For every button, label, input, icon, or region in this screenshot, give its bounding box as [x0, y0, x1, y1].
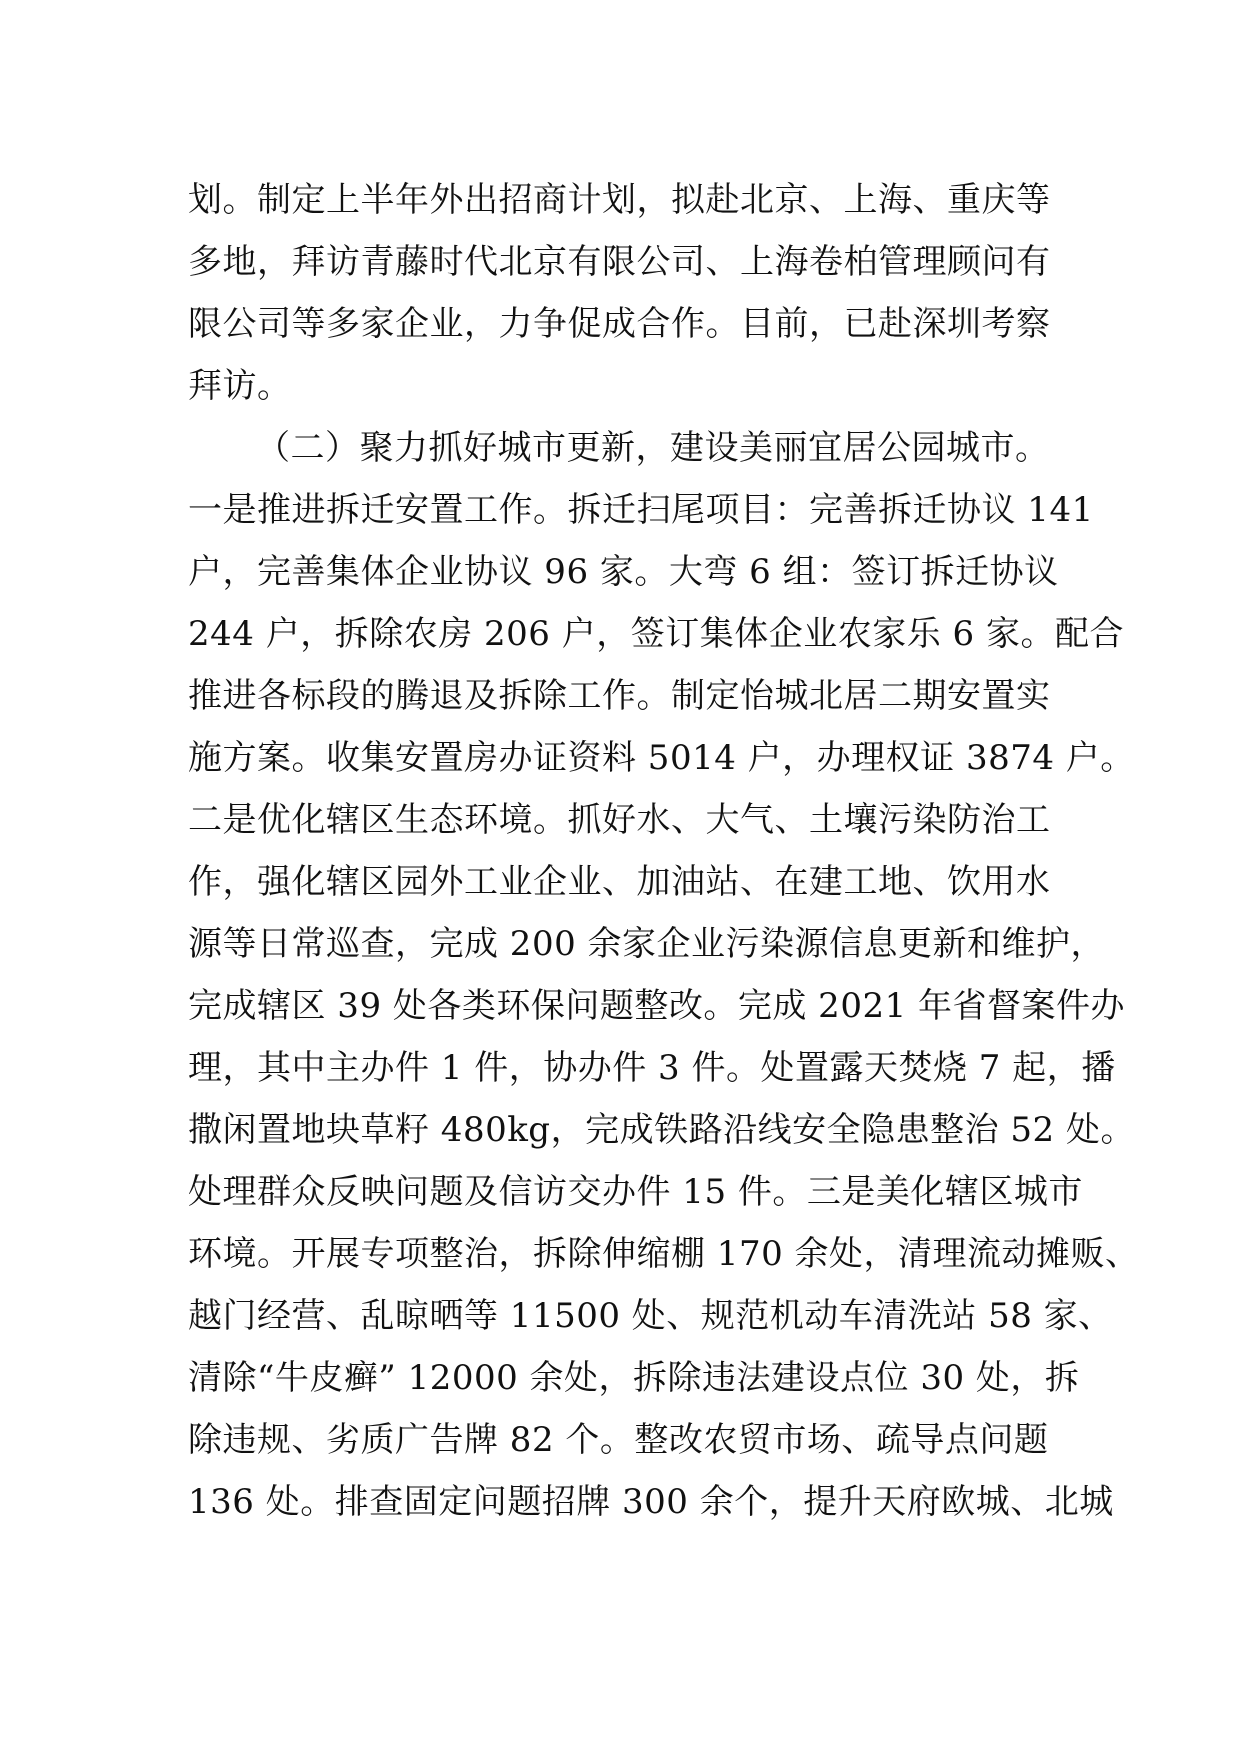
text-line: 完成辖区 39 处各类环保问题整改。完成 2021 年省督案件办: [188, 986, 1126, 1026]
text-line: 清除“牛皮癣” 12000 余处，拆除违法建设点位 30 处，拆: [188, 1358, 1080, 1398]
text-line: 多地，拜访青藤时代北京有限公司、上海卷柏管理顾问有: [188, 242, 1051, 282]
text-line: 限公司等多家企业，力争促成合作。目前，已赴深圳考察: [188, 304, 1051, 344]
section-heading: （二）聚力抓好城市更新，建设美丽宜居公园城市。: [256, 428, 1050, 468]
text-line: 越门经营、乱晾晒等 11500 处、规范机动车清洗站 58 家、: [188, 1296, 1113, 1336]
text-line: 撒闲置地块草籽 480kg，完成铁路沿线安全隐患整治 52 处。: [188, 1110, 1135, 1150]
text-line: 拜访。: [188, 366, 292, 406]
text-line: 户，完善集体企业协议 96 家。大弯 6 组：签订拆迁协议: [188, 552, 1059, 592]
text-line: 244 户，拆除农房 206 户，签订集体企业农家乐 6 家。配合: [188, 614, 1124, 654]
text-line: 处理群众反映问题及信访交办件 15 件。三是美化辖区城市: [188, 1172, 1083, 1212]
text-line: 理，其中主办件 1 件，协办件 3 件。处置露天焚烧 7 起，播: [188, 1048, 1116, 1088]
text-line: 二是优化辖区生态环境。抓好水、大气、土壤污染防治工: [188, 800, 1051, 840]
text-line: 作，强化辖区园外工业企业、加油站、在建工地、饮用水: [188, 862, 1051, 902]
text-line: 推进各标段的腾退及拆除工作。制定怡城北居二期安置实: [188, 676, 1051, 716]
text-line: 施方案。收集安置房办证资料 5014 户，办理权证 3874 户。: [188, 738, 1135, 778]
text-line: 源等日常巡查，完成 200 余家企业污染源信息更新和维护，: [188, 924, 1106, 964]
text-line: 划。制定上半年外出招商计划，拟赴北京、上海、重庆等: [188, 180, 1051, 220]
text-line: 环境。开展专项整治，拆除伸缩棚 170 余处，清理流动摊贩、: [188, 1234, 1140, 1274]
text-line: 136 处。排查固定问题招牌 300 余个，提升天府欧城、北城: [188, 1482, 1114, 1522]
text-line: 一是推进拆迁安置工作。拆迁扫尾项目：完善拆迁协议 141: [188, 490, 1094, 530]
text-line: 除违规、劣质广告牌 82 个。整改农贸市场、疏导点问题: [188, 1420, 1049, 1460]
